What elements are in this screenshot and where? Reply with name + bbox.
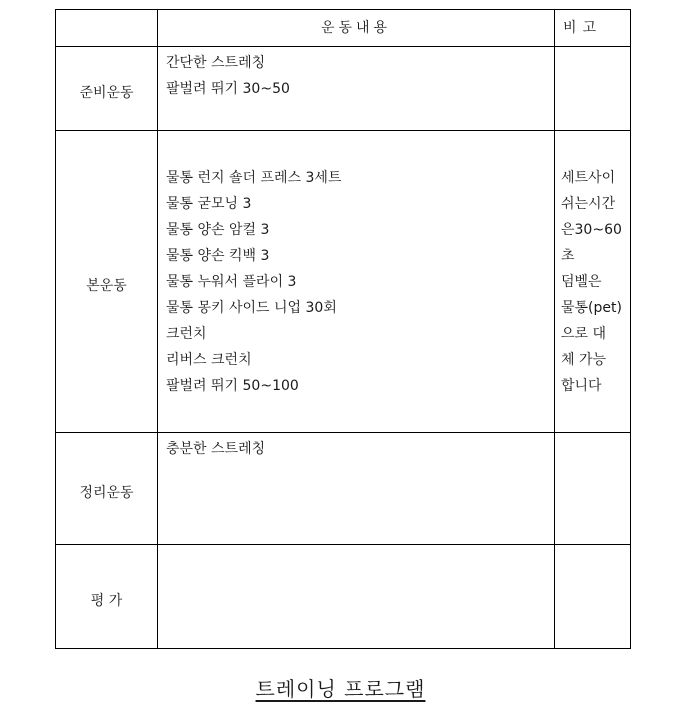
- main-line: 물통 양손 암컬 3: [166, 221, 270, 238]
- cool-row: [56, 433, 631, 545]
- header-content-cell: 운동내용: [158, 10, 555, 47]
- cool-note-cell: [555, 433, 631, 545]
- eval-content-cell: [158, 545, 555, 649]
- prep-line: 간단한 스트레칭: [166, 55, 266, 71]
- training-program-table: [55, 9, 631, 649]
- main-line: 물통 굳모닝 3: [166, 195, 252, 212]
- header-empty-cell: [56, 10, 158, 47]
- main-note-line: 물통(pet): [561, 299, 622, 316]
- main-line: 팔벌려 뛰기 50~100: [166, 377, 299, 394]
- cool-line: 충분한 스트레칭: [166, 441, 266, 457]
- training-program-table-wrapper: [55, 9, 630, 648]
- main-note-cell: [555, 131, 631, 433]
- eval-label-cell: [56, 545, 158, 649]
- prep-label-cell: [56, 47, 158, 131]
- eval-note-cell: [555, 545, 631, 649]
- cool-label: 정리운동: [79, 484, 134, 501]
- main-note-line: 체 가능: [561, 351, 607, 368]
- main-line: 물통 누워서 플라이 3: [166, 273, 297, 290]
- cool-content-cell: [158, 433, 555, 545]
- main-label: 본운동: [86, 277, 127, 294]
- main-row: [56, 131, 631, 433]
- main-content-cell: [158, 131, 555, 433]
- main-line: 리버스 크런치: [166, 351, 252, 368]
- eval-row: [56, 545, 631, 649]
- main-line: 물통 양손 킥백 3: [166, 247, 270, 264]
- main-note-line: 으로 대: [561, 325, 607, 342]
- prep-label: 준비운동: [79, 84, 134, 101]
- main-note-line: 은30~60: [561, 221, 622, 238]
- caption-text: 트레이닝 프로그램: [255, 677, 426, 701]
- main-note-line: 쉬는시간: [561, 195, 616, 212]
- prep-line: 팔벌려 뛰기 30~50: [166, 81, 290, 97]
- main-label-cell: [56, 131, 158, 433]
- prep-row: [56, 47, 631, 131]
- eval-label: 평 가: [90, 592, 123, 609]
- header-note-cell: 비고: [555, 10, 631, 47]
- document-caption: [0, 673, 681, 702]
- main-note-line: 초: [561, 247, 575, 264]
- prep-content-cell: [158, 47, 555, 131]
- main-line: 크런치: [166, 325, 207, 342]
- cool-label-cell: [56, 433, 158, 545]
- main-note-line: 세트사이: [561, 169, 616, 186]
- main-line: 물통 런지 숄더 프레스 3세트: [166, 169, 342, 186]
- main-note-line: 합니다: [561, 377, 602, 394]
- main-note-line: 덤벨은: [561, 273, 602, 290]
- main-line: 물통 몽키 사이드 니업 30회: [166, 299, 337, 316]
- prep-note-cell: [555, 47, 631, 131]
- table-header-row: [56, 10, 631, 47]
